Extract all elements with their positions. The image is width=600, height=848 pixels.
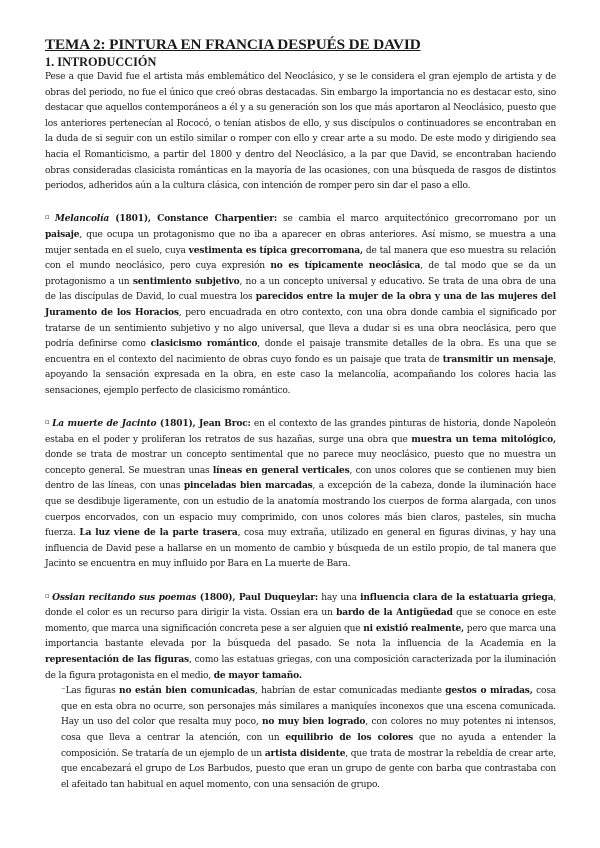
section-heading-introduccion: 1. INTRODUCCIÓN bbox=[45, 55, 157, 69]
paragraph-melancolia: ▫ Melancolía (1801), Constance Charpentier: se cambia el marco arquitectónico grecorromano por un paisaje, que ocupa un protagonismo que no iba a aparecer en obras anteriores. Así mismo, se muestra a una mujer sentada en el suelo, cuya vestimenta es típica grecorromana, de tal manera que eso muestra su relación con el mundo neoclásico, pero cuya expresión no es típicamente neoclásica, de tal modo que se da un protagonismo a un sentimiento subjetivo, no a un concepto universal y educativo. Se trata de una obra de una de las discípulas de David, lo cual muestra los parecidos entre la mujer de la obra y una de las mujeres del Juramento de los Horacios, pero encuadrada en otro contexto, con una obra donde cambia el significado por tratarse de un sentimiento subjetivo y no algo universal, que lleva a dudar si es una obra neoclásica, pero que podría definirse como clasicismo romántico, donde el paisaje transmite detalles de la obra. Es una que se encuentra en el contexto del nacimiento de obras cuyo fondo es un paisaje que trata de transmitir un mensaje, apoyando la sensación expresada en la obra, en este caso la melancolía, acompañando los colores hacia las sensaciones, ejemplo perfecto de clasicismo romántico. bbox=[45, 213, 557, 396]
work-title: Melancolía bbox=[54, 214, 109, 225]
page-title: TEMA 2: PINTURA EN FRANCIA DESPUÉS DE DAVID bbox=[45, 36, 421, 53]
document-page bbox=[45, 36, 556, 793]
bullet-icon: ▫ bbox=[45, 591, 51, 600]
work-title: La muerte de Jacinto bbox=[52, 419, 157, 430]
paragraph-ossian: ▫ Ossian recitando sus poemas (1800), Paul Duqueylar: hay una influencia clara de la estatuaria griega, donde el color es un recurso para dirigir la vista. Ossian era un bardo de la Antigüedad que se conoce en este momento, que marca una significación concreta pese a ser alguien que ni existió realmente, pero que marca una importancia bastante elevada por la búsqueda del pasado. Se nota la influencia de la Academia en la representación de las figuras, como las estatuas griegas, con una composición caracterizada por la iluminación de la figura protagonista en el medio, de mayor tamaño. bbox=[45, 591, 557, 681]
bullet-icon: ▫ bbox=[45, 418, 51, 427]
intro-paragraph: Pese a que David fue el artista más emblemático del Neoclásico, y se le considera el gran ejemplo de artista y de obras del periodo, no fue el único que creó obras destacadas. Sin embargo la importancia no es destacar esto, sino destacar que aquellos contemporáneos a él y a su generación son los que más aportaron al Neoclásico, puesto que los anteriores pertenecían al Rococó, o tenían atisbos de ello, y sus discípulos o continuadores se encontraban en la duda de si seguir con un estilo similar o romper con ello y crear arte a su modo. De este modo y dirigiendo sea hacia el Romanticismo, a partir del 1800 y dentro del Neoclásico, a la par que David, se encontraban haciendo obras consideradas clasicista románticas en la mayoría de las ocasiones, con una búsqueda de rasgos de distintos periodos, adheridos aún a la cultura clásica, con intención de romper pero sin dar el paso a ello. bbox=[45, 72, 556, 192]
paragraph-muerte-de-jacinto: ▫ La muerte de Jacinto (1801), Jean Broc: en el contexto de las grandes pinturas de historia, donde Napoleón estaba en el poder y proliferan los retratos de sus hazañas, surge una obra que muestra un tema mitológico, donde se trata de mostrar un concepto sentimental que no parece muy neoclásico, puesto que no muestra un concepto general. Se muestran unas líneas en general verticales, con unos colores que se contienen muy bien dentro de las líneas, con unas pinceladas bien marcadas, a excepción de la cabeza, donde la iluminación hace que se desdibuje ligeramente, con un estudio de la anatomía mostrando los cuerpos de forma alargada, con unos cuerpos encorvados, con un espacio muy comprimido, con unos colores más bien claros, pasteles, sin mucha fuerza. La luz viene de la parte trasera, cosa muy extraña, utilizado en general en figuras divinas, y hay una influencia de David pese a hallarse en un momento de cambio y búsqueda de un estilo propio, de tal manera que Jacinto se encuentra en muy influido por Bara en La muerte de Bara. bbox=[45, 418, 557, 570]
sub-paragraph-ossian: ⁻Las figuras no están bien comunicadas, habrían de estar comunicadas mediante gestos o miradas, cosa que en esta obra no ocurre, son personajes más similares a maniquíes inconexos que una escena comunicada. Hay un uso del color que resalta muy poco, no muy bien logrado, con colores no muy potentes ni intensos, cosa que lleva a centrar la atención, con un equilibrio de los colores que no ayuda a entender la composición. Se trataría de un ejemplo de un artista disidente, que trata de mostrar la rebeldía de crear arte, que encabezará el grupo de Los Barbudos, puesto que eran un grupo de gente con barba que contrastaba con el afeitado tan habitual en aquel momento, con una sensación de grupo. bbox=[61, 686, 557, 790]
bullet-icon: ▫ bbox=[45, 213, 53, 222]
sub-bullet-icon: ⁻ bbox=[61, 686, 66, 697]
work-title: Ossian recitando sus poemas bbox=[52, 592, 197, 603]
